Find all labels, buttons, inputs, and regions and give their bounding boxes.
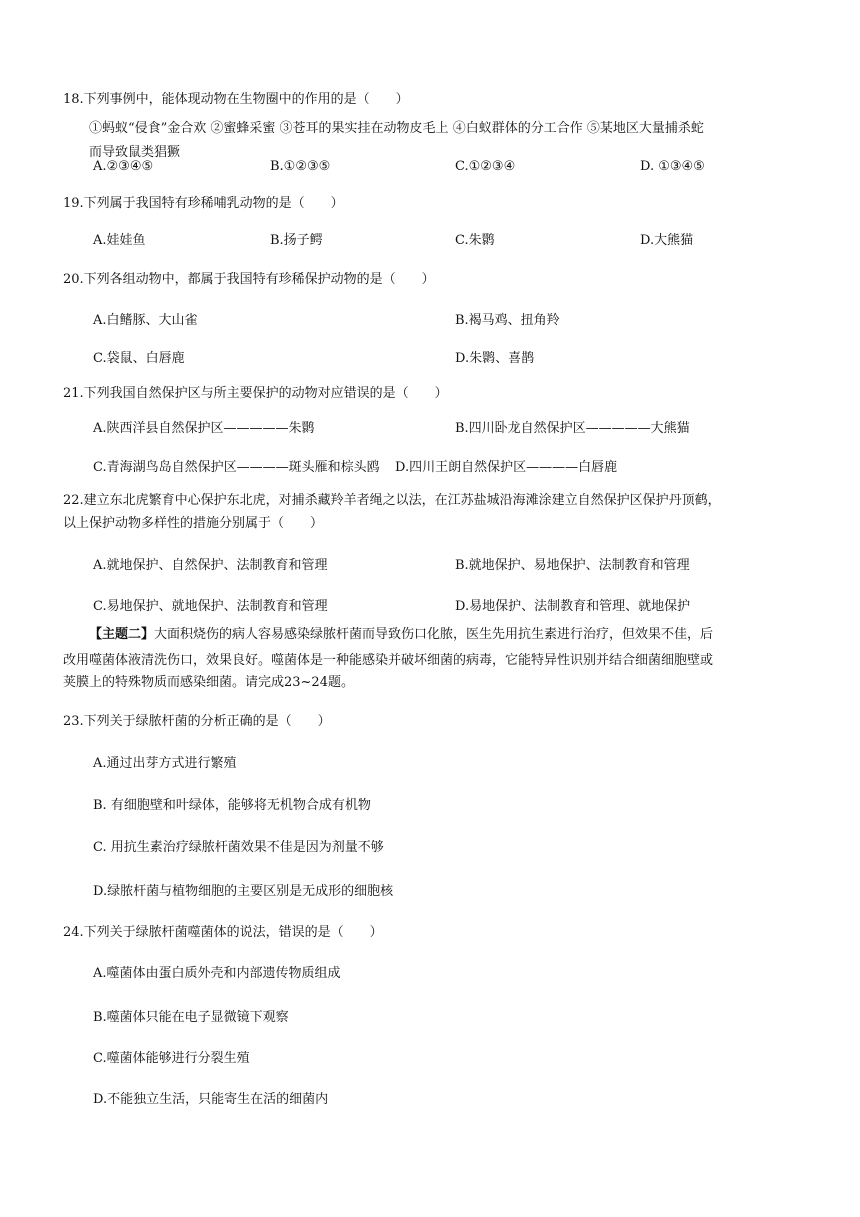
- question-18-detail-line-2: 而导致鼠类猖獗: [89, 145, 181, 160]
- question-23-option-c: C. 用抗生素治疗绿脓杆菌效果不佳是因为剂量不够: [93, 840, 384, 855]
- question-24-option-a: A.噬菌体由蛋白质外壳和内部遗传物质组成: [93, 966, 341, 981]
- question-24-option-d: D.不能独立生活，只能寄生在活的细菌内: [93, 1092, 329, 1107]
- question-19-option-d: D.大熊猫: [640, 233, 694, 248]
- question-18-option-a: A.②③④⑤: [93, 159, 154, 174]
- question-23-option-b: B. 有细胞壁和叶绿体，能够将无机物合成有机物: [93, 798, 371, 813]
- question-20-option-c: C.袋鼠、白唇鹿: [93, 351, 185, 366]
- question-20-option-b: B.褐马鸡、扭角羚: [455, 313, 560, 328]
- question-19-option-c: C.朱鹮: [455, 233, 495, 248]
- question-24-stem: 24.下列关于绿脓杆菌噬菌体的说法，错误的是（ ）: [63, 925, 383, 940]
- question-18-stem: 18.下列事例中，能体现动物在生物圈中的作用的是（ ）: [63, 92, 409, 107]
- theme-2-title: 【主题二】: [89, 627, 155, 642]
- question-18-detail-line-1: ①蚂蚁“侵食”金合欢 ②蜜蜂采蜜 ③苍耳的果实挂在动物皮毛上 ④白蚁群体的分工合作 ⑤某地区大量捕杀蛇: [89, 121, 704, 136]
- question-19-stem: 19.下列属于我国特有珍稀哺乳动物的是（ ）: [63, 196, 344, 211]
- question-18-option-b: B.①②③⑤: [270, 159, 331, 174]
- question-24-option-b: B.噬菌体只能在电子显微镜下观察: [93, 1010, 289, 1025]
- question-21-option-b: B.四川卧龙自然保护区—————大熊猫: [455, 421, 690, 436]
- question-20-option-d: D.朱鹮、喜鹊: [455, 351, 535, 366]
- question-20-option-a: A.白鳍豚、大山雀: [93, 313, 198, 328]
- question-21-stem: 21.下列我国自然保护区与所主要保护的动物对应错误的是（ ）: [63, 386, 448, 401]
- question-19-option-a: A.娃娃鱼: [93, 233, 146, 248]
- question-22-option-b: B.就地保护、易地保护、法制教育和管理: [455, 558, 690, 573]
- theme-2-passage-line-2: 改用噬菌体液清洗伤口，效果良好。噬菌体是一种能感染并破坏细菌的病毒，它能特异性识别并结合细菌细胞壁或: [63, 653, 714, 668]
- question-22-option-d: D.易地保护、法制教育和管理、就地保护: [455, 599, 691, 614]
- question-23-option-d: D.绿脓杆菌与植物细胞的主要区别是无成形的细胞核: [93, 884, 394, 899]
- theme-2-passage-line-1: [89, 625, 713, 645]
- theme-2-text-1: 大面积烧伤的病人容易感染绿脓杆菌而导致伤口化脓，医生先用抗生素进行治疗，但效果不佳，后: [154, 627, 714, 642]
- question-24-option-c: C.噬菌体能够进行分裂生殖: [93, 1051, 250, 1066]
- theme-2-passage-line-3: 荚膜上的特殊物质而感染细菌。请完成23~24题。: [63, 675, 354, 690]
- question-18-option-c: C.①②③④: [455, 159, 516, 174]
- question-23-option-a: A.通过出芽方式进行繁殖: [93, 756, 237, 771]
- question-22-stem-line-2: 以上保护动物多样性的措施分别属于（ ）: [63, 516, 324, 531]
- question-18-option-d: D. ①③④⑤: [640, 159, 705, 174]
- question-22-option-c: C.易地保护、就地保护、法制教育和管理: [93, 599, 328, 614]
- question-22-option-a: A.就地保护、自然保护、法制教育和管理: [93, 558, 328, 573]
- question-20-stem: 20.下列各组动物中，都属于我国特有珍稀保护动物的是（ ）: [63, 272, 435, 287]
- question-21-option-a: A.陕西洋县自然保护区—————朱鹮: [93, 421, 315, 436]
- question-19-option-b: B.扬子鳄: [270, 233, 323, 248]
- question-23-stem: 23.下列关于绿脓杆菌的分析正确的是（ ）: [63, 714, 331, 729]
- question-21-option-c: C.青海湖鸟岛自然保护区————斑头雁和棕头鸥: [93, 460, 380, 475]
- question-22-stem-line-1: 22.建立东北虎繁育中心保护东北虎，对捕杀藏羚羊者绳之以法，在江苏盐城沿海滩涂建立自然保护区保护丹顶鹤，: [63, 493, 721, 508]
- question-21-option-d: D.四川王朗自然保护区————白唇鹿: [395, 460, 618, 475]
